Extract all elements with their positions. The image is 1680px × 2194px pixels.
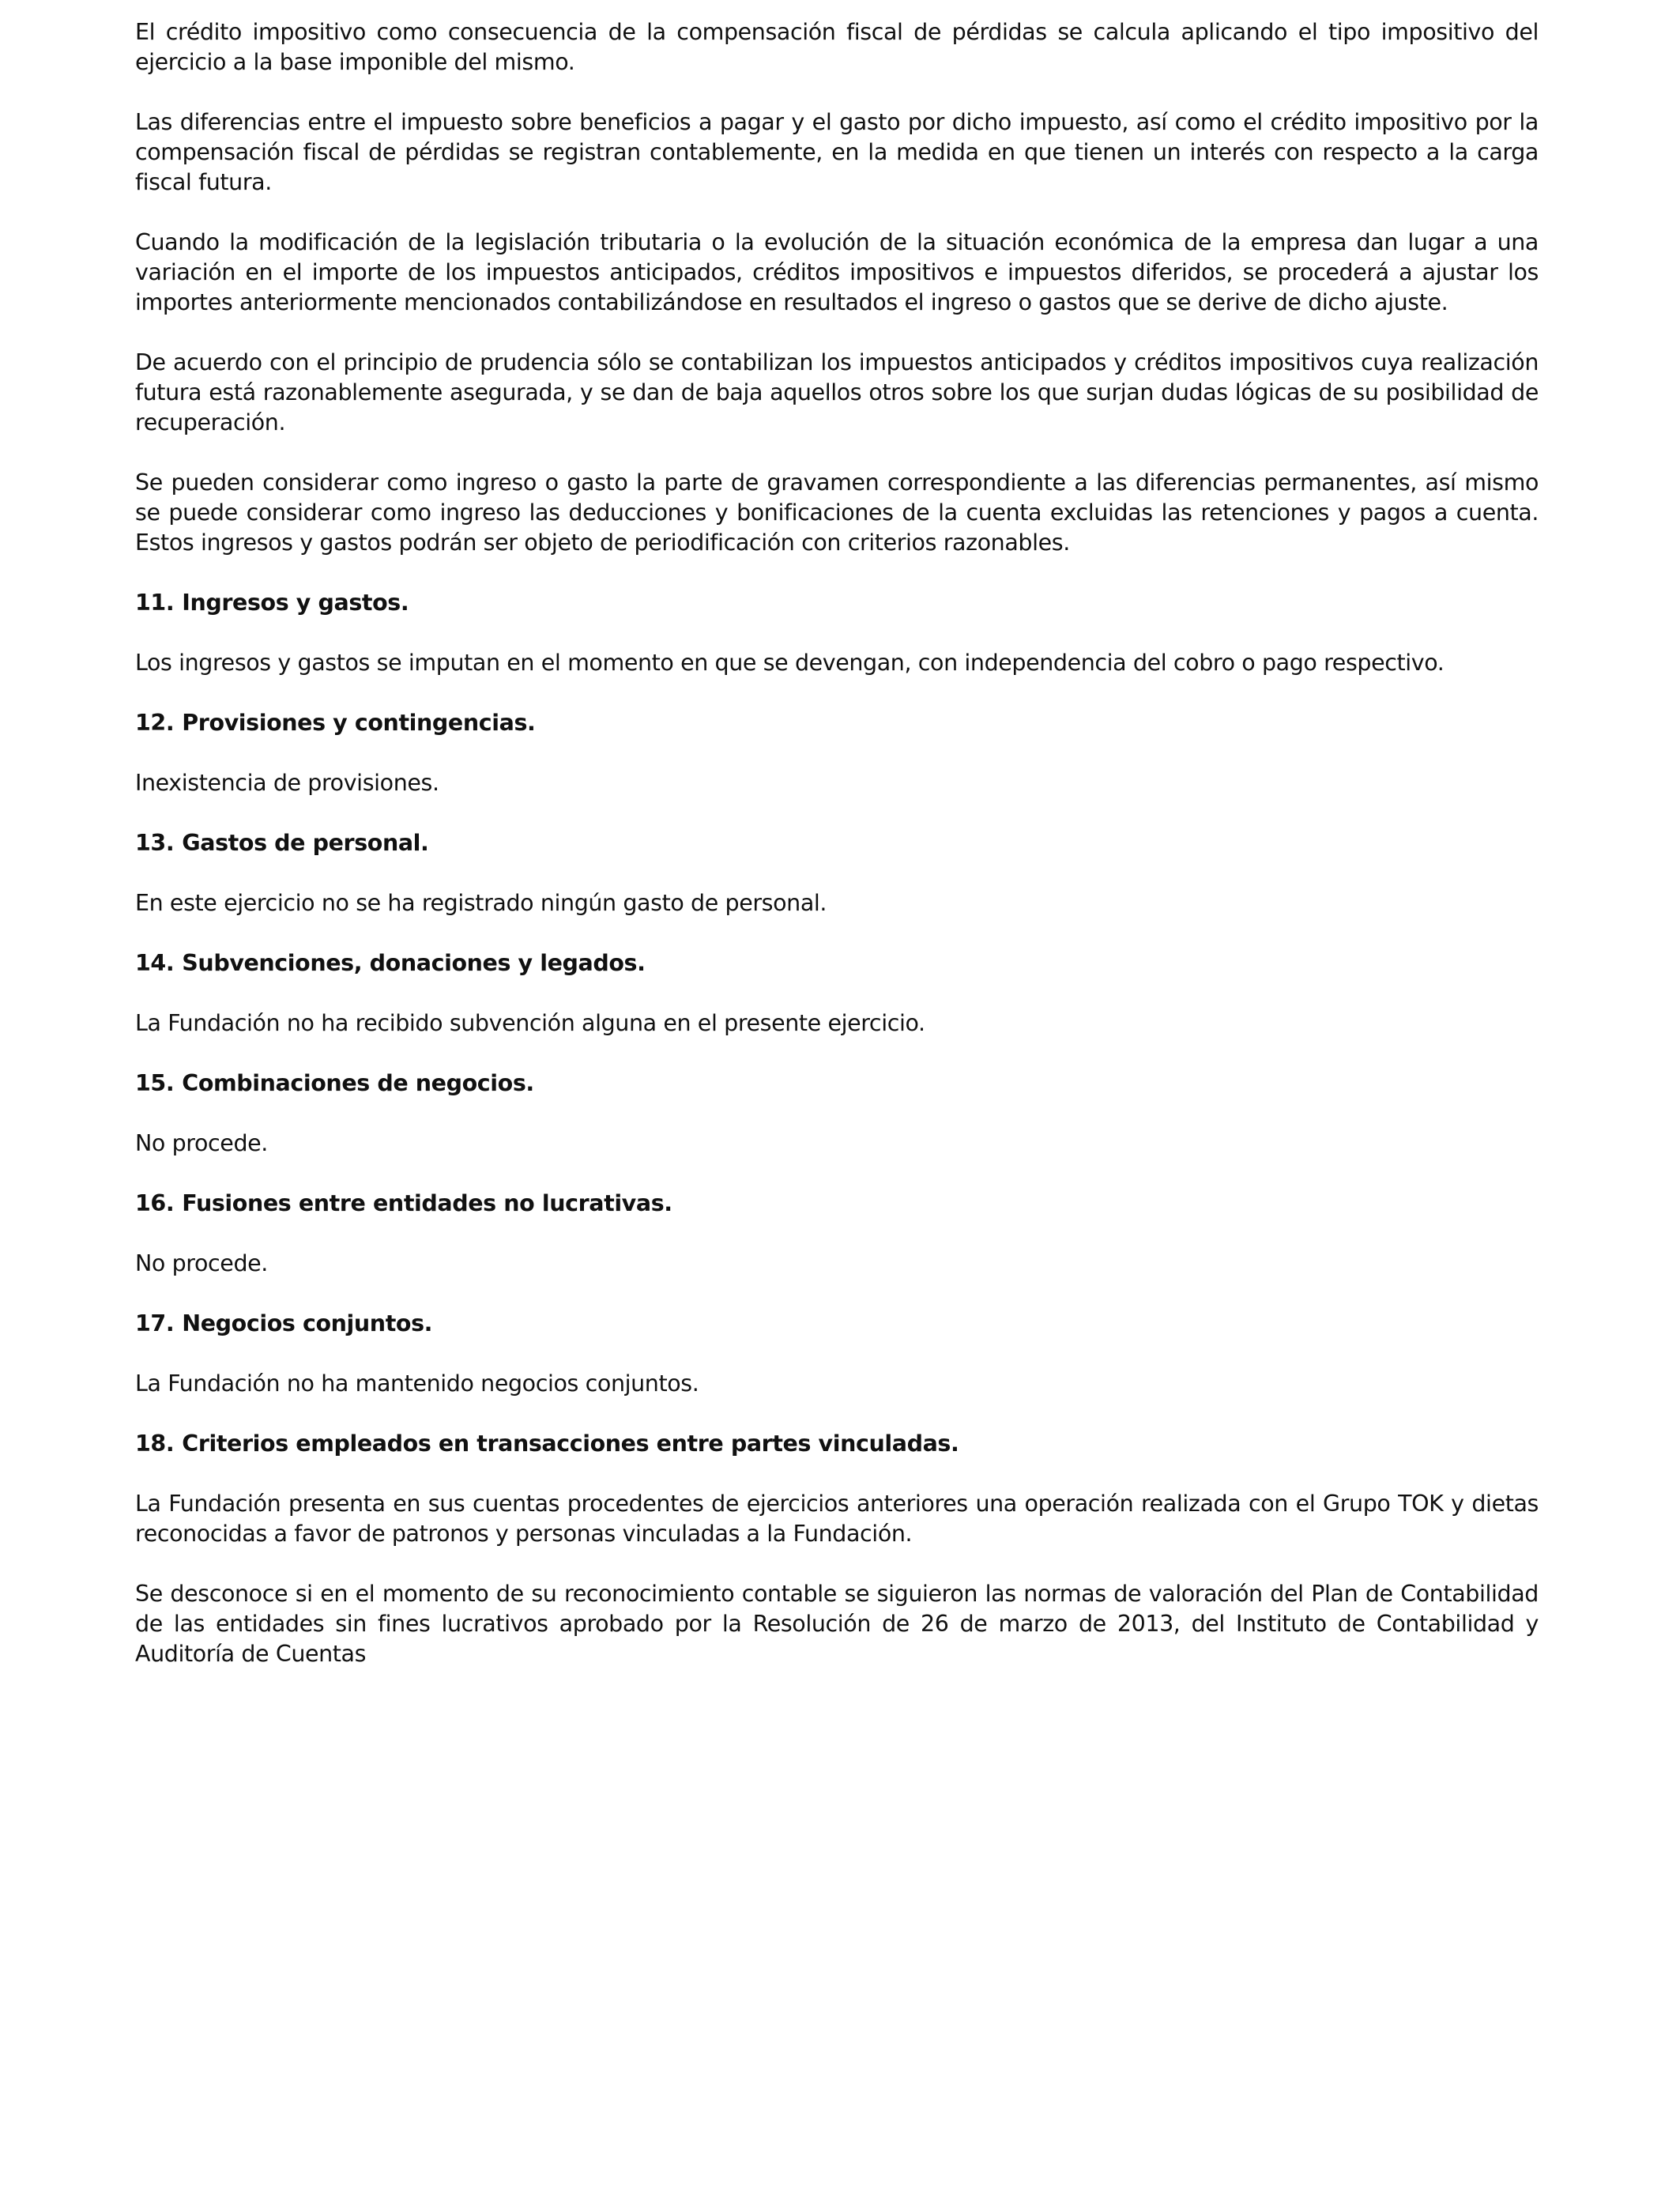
section-heading-15 (135, 1069, 1539, 1099)
section-heading-11 (135, 588, 1539, 618)
section-number: 16. (135, 1190, 175, 1216)
section-14-paragraph: La Fundación no ha recibido subvención alguna en el presente ejercicio. (135, 1010, 925, 1036)
section-title: Fusiones entre entidades no lucrativas. (182, 1190, 672, 1216)
section-13-paragraph: En este ejercicio no se ha registrado ningún gasto de personal. (135, 890, 827, 916)
section-heading-16 (135, 1189, 1539, 1219)
paragraph-diferencias-impuesto: Las diferencias entre el impuesto sobre beneficios a pagar y el gasto por dicho impuesto, así como el crédito impositivo por la compensación fiscal de pérdidas se registran contablemente, en la medida en que tienen un interés con respecto a la carga fiscal futura. (135, 109, 1539, 195)
section-18-paragraph-1: La Fundación presenta en sus cuentas procedentes de ejercicios anteriores una operación realizada con el Grupo TOK y dietas reconocidas a favor de patronos y personas vinculadas a la Fundación. (135, 1491, 1539, 1547)
section-heading-17 (135, 1309, 1539, 1339)
section-title: Negocios conjuntos. (182, 1310, 433, 1336)
section-17-paragraph: La Fundación no ha mantenido negocios conjuntos. (135, 1370, 699, 1397)
section-title: Criterios empleados en transacciones entre partes vinculadas. (182, 1431, 959, 1457)
section-title: Gastos de personal. (182, 830, 429, 856)
section-number: 11. (135, 590, 175, 616)
section-number: 15. (135, 1070, 175, 1096)
section-15-paragraph: No procede. (135, 1130, 268, 1156)
paragraph-modificacion-legislacion: Cuando la modificación de la legislación tributaria o la evolución de la situación económica de la empresa dan lugar a una variación en el importe de los impuestos anticipados, créditos impositivos e impuestos diferidos, se procederá a ajustar los importes anteriormente mencionados contabilizándose en resultados el ingreso o gastos que se derive de dicho ajuste. (135, 229, 1539, 315)
section-heading-14 (135, 948, 1539, 978)
section-16-paragraph: No procede. (135, 1250, 268, 1276)
section-title: Combinaciones de negocios. (182, 1070, 534, 1096)
section-11-paragraph: Los ingresos y gastos se imputan en el momento en que se devengan, con independencia del cobro o pago respectivo. (135, 650, 1445, 676)
section-18-paragraph-2: Se desconoce si en el momento de su reconocimiento contable se siguieron las normas de valoración del Plan de Contabilidad de las entidades sin fines lucrativos aprobado por la Resolución de 26 de marzo de 2013, del Instituto de Contabilidad y Auditoría de Cuentas (135, 1581, 1539, 1667)
section-title: Provisiones y contingencias. (182, 710, 536, 736)
section-12-paragraph: Inexistencia de provisiones. (135, 770, 439, 796)
section-number: 14. (135, 950, 175, 976)
section-number: 18. (135, 1431, 175, 1457)
section-number: 13. (135, 830, 175, 856)
section-number: 12. (135, 710, 175, 736)
section-heading-18 (135, 1429, 1539, 1459)
section-title: Ingresos y gastos. (182, 590, 409, 616)
section-heading-12 (135, 708, 1539, 738)
section-title: Subvenciones, donaciones y legados. (182, 950, 646, 976)
paragraph-gravamen-diferencias: Se pueden considerar como ingreso o gasto la parte de gravamen correspondiente a las diferencias permanentes, así mismo se puede considerar como ingreso las deducciones y bonificaciones de la cuenta excluidas las retenciones y pagos a cuenta. Estos ingresos y gastos podrán ser objeto de periodificación con criterios razonables. (135, 469, 1539, 556)
document-page (135, 17, 1539, 1699)
paragraph-credito-impositivo: El crédito impositivo como consecuencia de la compensación fiscal de pérdidas se calcula aplicando el tipo impositivo del ejercicio a la base imponible del mismo. (135, 19, 1539, 75)
section-number: 17. (135, 1310, 175, 1336)
section-heading-13 (135, 828, 1539, 858)
paragraph-principio-prudencia: De acuerdo con el principio de prudencia sólo se contabilizan los impuestos anticipados y créditos impositivos cuya realización futura está razonablemente asegurada, y se dan de baja aquellos otros sobre los que surjan dudas lógicas de su posibilidad de recuperación. (135, 349, 1539, 435)
